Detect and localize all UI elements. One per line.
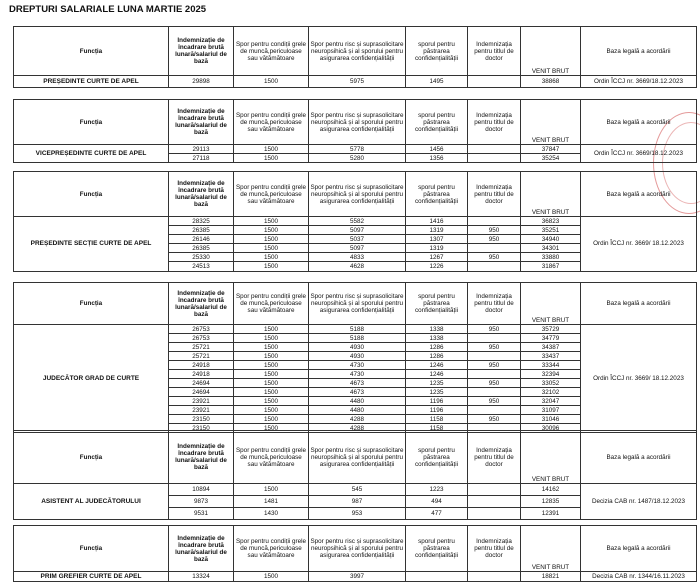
header-venit-brut: VENIT BRUT bbox=[521, 172, 581, 217]
functia-cell: PREȘEDINTE SECȚIE CURTE DE APEL bbox=[14, 217, 169, 272]
salary-table bbox=[13, 430, 697, 520]
value-cell: 950 bbox=[468, 235, 521, 244]
header-spor-confidentialitate: sporul pentru păstrarea confidențialității bbox=[406, 283, 468, 325]
header-spor-confidentialitate: sporul pentru păstrarea confidențialității bbox=[406, 27, 468, 76]
value-cell: 29898 bbox=[169, 76, 234, 88]
value-cell: 1500 bbox=[234, 244, 309, 253]
functia-cell: ASISTENT AL JUDECĂTORULUI bbox=[14, 484, 169, 520]
value-cell: 950 bbox=[468, 343, 521, 352]
value-cell: 1356 bbox=[406, 154, 468, 163]
functia-cell: PREȘEDINTE CURTE DE APEL bbox=[14, 76, 169, 88]
header-baza-legala: Baza legală a acordării bbox=[581, 283, 697, 325]
value-cell: 4628 bbox=[309, 262, 406, 271]
table-row bbox=[14, 145, 697, 154]
value-cell: 9873 bbox=[169, 496, 234, 508]
functia-cell: PRIM GREFIER CURTE DE APEL bbox=[14, 572, 169, 582]
header-spor-conditii: Spor pentru condiții grele de muncă,periculoase sau vătămătoare bbox=[234, 526, 309, 572]
value-cell: 953 bbox=[309, 508, 406, 520]
header-indemnizatie-doctor: Indemnizația pentru titlul de doctor bbox=[468, 431, 521, 484]
value-cell: 1226 bbox=[406, 262, 468, 271]
value-cell: 1495 bbox=[406, 76, 468, 88]
value-cell: 23921 bbox=[169, 406, 234, 415]
value-cell: 5582 bbox=[309, 217, 406, 226]
value-cell: 1338 bbox=[406, 325, 468, 334]
value-cell: 1319 bbox=[406, 244, 468, 253]
baza-legala-cell: Ordin ÎCCJ nr. 3669/18.12.2023 bbox=[581, 145, 697, 163]
value-cell: 1500 bbox=[234, 415, 309, 424]
value-cell: 5778 bbox=[309, 145, 406, 154]
value-cell: 1500 bbox=[234, 253, 309, 262]
value-cell: 950 bbox=[468, 226, 521, 235]
value-cell bbox=[468, 334, 521, 343]
value-cell: 36823 bbox=[521, 217, 581, 226]
header-spor-risc: Spor pentru risc și suprasolicitare neuropsihică și al sporului pentru asigurarea confidențialității bbox=[309, 172, 406, 217]
table-row bbox=[14, 76, 697, 88]
value-cell: 1286 bbox=[406, 352, 468, 361]
value-cell: 1500 bbox=[234, 217, 309, 226]
value-cell: 5097 bbox=[309, 226, 406, 235]
value-cell: 25721 bbox=[169, 343, 234, 352]
value-cell: 4480 bbox=[309, 406, 406, 415]
header-indemnizatie: Indemnizație de încadrare brută lunară/salariul de bază bbox=[169, 431, 234, 484]
header-spor-risc: Spor pentru risc și suprasolicitare neuropsihică și al sporului pentru asigurarea confidențialității bbox=[309, 431, 406, 484]
value-cell: 23150 bbox=[169, 424, 234, 433]
salary-table bbox=[13, 525, 697, 582]
value-cell: 1500 bbox=[234, 379, 309, 388]
value-cell: 1500 bbox=[234, 325, 309, 334]
value-cell: 3997 bbox=[309, 572, 406, 582]
value-cell: 1500 bbox=[234, 334, 309, 343]
page-title: DREPTURI SALARIALE LUNA MARTIE 2025 bbox=[9, 4, 207, 15]
header-spor-confidentialitate: sporul pentru păstrarea confidențialității bbox=[406, 526, 468, 572]
value-cell: 1196 bbox=[406, 397, 468, 406]
value-cell: 26385 bbox=[169, 226, 234, 235]
value-cell: 950 bbox=[468, 397, 521, 406]
table-row bbox=[14, 217, 697, 226]
header-spor-risc: Spor pentru risc și suprasolicitare neuropsihică și al sporului pentru asigurarea confidențialității bbox=[309, 27, 406, 76]
baza-legala-cell: Decizia CAB nr. 1344/16.11.2023 bbox=[581, 572, 697, 582]
value-cell: 33344 bbox=[521, 361, 581, 370]
value-cell: 25330 bbox=[169, 253, 234, 262]
header-spor-risc: Spor pentru risc și suprasolicitare neuropsihică și al sporului pentru asigurarea confidențialității bbox=[309, 526, 406, 572]
value-cell: 1500 bbox=[234, 388, 309, 397]
value-cell: 24918 bbox=[169, 370, 234, 379]
value-cell: 35251 bbox=[521, 226, 581, 235]
header-functia: Funcția bbox=[14, 172, 169, 217]
value-cell: 494 bbox=[406, 496, 468, 508]
value-cell: 5097 bbox=[309, 244, 406, 253]
header-functia: Funcția bbox=[14, 283, 169, 325]
header-indemnizatie-doctor: Indemnizația pentru titlul de doctor bbox=[468, 283, 521, 325]
salary-table bbox=[13, 26, 697, 88]
value-cell: 28325 bbox=[169, 217, 234, 226]
header-functia: Funcția bbox=[14, 100, 169, 145]
functia-cell: VICEPREȘEDINTE CURTE DE APEL bbox=[14, 145, 169, 163]
baza-legala-cell: Ordin ÎCCJ nr. 3669/18.12.2023 bbox=[581, 76, 697, 88]
value-cell: 38868 bbox=[521, 76, 581, 88]
header-spor-conditii: Spor pentru condiții grele de muncă,periculoase sau vătămătoare bbox=[234, 283, 309, 325]
value-cell: 31046 bbox=[521, 415, 581, 424]
header-spor-conditii: Spor pentru condiții grele de muncă,periculoase sau vătămătoare bbox=[234, 100, 309, 145]
header-indemnizatie-doctor: Indemnizația pentru titlul de doctor bbox=[468, 100, 521, 145]
table-row bbox=[14, 572, 697, 582]
value-cell: 1500 bbox=[234, 352, 309, 361]
header-venit-brut: VENIT BRUT bbox=[521, 283, 581, 325]
value-cell: 1500 bbox=[234, 361, 309, 370]
value-cell bbox=[468, 370, 521, 379]
value-cell: 24694 bbox=[169, 379, 234, 388]
value-cell: 1456 bbox=[406, 145, 468, 154]
value-cell: 35254 bbox=[521, 154, 581, 163]
value-cell: 5280 bbox=[309, 154, 406, 163]
header-venit-brut: VENIT BRUT bbox=[521, 526, 581, 572]
value-cell: 1246 bbox=[406, 370, 468, 379]
header-indemnizatie: Indemnizație de încadrare brută lunară/salariul de bază bbox=[169, 283, 234, 325]
value-cell: 1500 bbox=[234, 226, 309, 235]
header-indemnizatie-doctor: Indemnizația pentru titlul de doctor bbox=[468, 172, 521, 217]
header-baza-legala: Baza legală a acordării bbox=[581, 27, 697, 76]
value-cell: 35729 bbox=[521, 325, 581, 334]
value-cell: 26146 bbox=[169, 235, 234, 244]
value-cell: 5037 bbox=[309, 235, 406, 244]
value-cell: 4930 bbox=[309, 343, 406, 352]
value-cell: 4730 bbox=[309, 361, 406, 370]
value-cell bbox=[468, 244, 521, 253]
value-cell: 12835 bbox=[521, 496, 581, 508]
value-cell: 33880 bbox=[521, 253, 581, 262]
value-cell: 23150 bbox=[169, 415, 234, 424]
value-cell: 37847 bbox=[521, 145, 581, 154]
value-cell: 30096 bbox=[521, 424, 581, 433]
value-cell: 23921 bbox=[169, 397, 234, 406]
value-cell: 34387 bbox=[521, 343, 581, 352]
value-cell: 1246 bbox=[406, 361, 468, 370]
value-cell: 32047 bbox=[521, 397, 581, 406]
header-baza-legala: Baza legală a acordării bbox=[581, 526, 697, 572]
value-cell: 26385 bbox=[169, 244, 234, 253]
value-cell: 1338 bbox=[406, 334, 468, 343]
value-cell: 33437 bbox=[521, 352, 581, 361]
value-cell: 4288 bbox=[309, 415, 406, 424]
header-functia: Funcția bbox=[14, 431, 169, 484]
header-baza-legala: Baza legală a acordării bbox=[581, 100, 697, 145]
value-cell: 1235 bbox=[406, 379, 468, 388]
value-cell: 33052 bbox=[521, 379, 581, 388]
value-cell: 31097 bbox=[521, 406, 581, 415]
header-venit-brut: VENIT BRUT bbox=[521, 27, 581, 76]
value-cell: 1500 bbox=[234, 484, 309, 496]
value-cell: 950 bbox=[468, 415, 521, 424]
header-indemnizatie: Indemnizație de încadrare brută lunară/salariul de bază bbox=[169, 27, 234, 76]
value-cell bbox=[468, 76, 521, 88]
value-cell: 1416 bbox=[406, 217, 468, 226]
value-cell: 5975 bbox=[309, 76, 406, 88]
value-cell: 950 bbox=[468, 325, 521, 334]
header-spor-conditii: Spor pentru condiții grele de muncă,periculoase sau vătămătoare bbox=[234, 431, 309, 484]
header-venit-brut: VENIT BRUT bbox=[521, 100, 581, 145]
salary-table bbox=[13, 99, 697, 163]
value-cell: 1223 bbox=[406, 484, 468, 496]
value-cell: 1500 bbox=[234, 154, 309, 163]
value-cell bbox=[468, 508, 521, 520]
value-cell bbox=[468, 496, 521, 508]
value-cell bbox=[468, 154, 521, 163]
header-spor-risc: Spor pentru risc și suprasolicitare neuropsihică și al sporului pentru asigurarea confidențialității bbox=[309, 100, 406, 145]
value-cell: 1286 bbox=[406, 343, 468, 352]
value-cell: 5188 bbox=[309, 334, 406, 343]
value-cell: 1481 bbox=[234, 496, 309, 508]
value-cell: 24513 bbox=[169, 262, 234, 271]
value-cell: 34779 bbox=[521, 334, 581, 343]
header-spor-confidentialitate: sporul pentru păstrarea confidențialității bbox=[406, 172, 468, 217]
value-cell bbox=[468, 352, 521, 361]
value-cell bbox=[468, 484, 521, 496]
header-functia: Funcția bbox=[14, 526, 169, 572]
value-cell: 4833 bbox=[309, 253, 406, 262]
value-cell: 477 bbox=[406, 508, 468, 520]
value-cell bbox=[468, 262, 521, 271]
value-cell: 1500 bbox=[234, 76, 309, 88]
value-cell: 24694 bbox=[169, 388, 234, 397]
value-cell: 1500 bbox=[234, 397, 309, 406]
value-cell: 34301 bbox=[521, 244, 581, 253]
value-cell: 1430 bbox=[234, 508, 309, 520]
header-spor-confidentialitate: sporul pentru păstrarea confidențialității bbox=[406, 431, 468, 484]
header-indemnizatie-doctor: Indemnizația pentru titlul de doctor bbox=[468, 27, 521, 76]
header-spor-conditii: Spor pentru condiții grele de muncă,periculoase sau vătămătoare bbox=[234, 172, 309, 217]
functia-cell: JUDECĂTOR GRAD DE CURTE bbox=[14, 325, 169, 433]
value-cell: 4730 bbox=[309, 370, 406, 379]
value-cell: 4288 bbox=[309, 424, 406, 433]
value-cell: 14162 bbox=[521, 484, 581, 496]
value-cell: 1500 bbox=[234, 343, 309, 352]
value-cell: 950 bbox=[468, 379, 521, 388]
salary-table bbox=[13, 282, 697, 433]
value-cell: 1158 bbox=[406, 415, 468, 424]
value-cell: 950 bbox=[468, 361, 521, 370]
value-cell: 12391 bbox=[521, 508, 581, 520]
value-cell: 1267 bbox=[406, 253, 468, 262]
value-cell: 1307 bbox=[406, 235, 468, 244]
value-cell: 1500 bbox=[234, 262, 309, 271]
table-row bbox=[14, 325, 697, 334]
value-cell: 32102 bbox=[521, 388, 581, 397]
value-cell bbox=[468, 217, 521, 226]
value-cell: 1500 bbox=[234, 145, 309, 154]
header-venit-brut: VENIT BRUT bbox=[521, 431, 581, 484]
header-indemnizatie: Indemnizație de încadrare brută lunară/salariul de bază bbox=[169, 100, 234, 145]
value-cell: 31867 bbox=[521, 262, 581, 271]
value-cell: 4480 bbox=[309, 397, 406, 406]
baza-legala-cell: Decizia CAB nr. 1487/18.12.2023 bbox=[581, 484, 697, 520]
value-cell bbox=[468, 572, 521, 582]
header-indemnizatie: Indemnizație de încadrare brută lunară/salariul de bază bbox=[169, 526, 234, 572]
header-spor-risc: Spor pentru risc și suprasolicitare neuropsihică și al sporului pentru asigurarea confidențialității bbox=[309, 283, 406, 325]
header-spor-confidentialitate: sporul pentru păstrarea confidențialității bbox=[406, 100, 468, 145]
value-cell: 987 bbox=[309, 496, 406, 508]
value-cell: 25721 bbox=[169, 352, 234, 361]
value-cell: 32394 bbox=[521, 370, 581, 379]
value-cell: 26753 bbox=[169, 334, 234, 343]
value-cell: 4673 bbox=[309, 388, 406, 397]
value-cell: 1235 bbox=[406, 388, 468, 397]
value-cell: 1158 bbox=[406, 424, 468, 433]
value-cell: 1500 bbox=[234, 406, 309, 415]
salary-table bbox=[13, 171, 697, 272]
header-indemnizatie-doctor: Indemnizația pentru titlul de doctor bbox=[468, 526, 521, 572]
header-indemnizatie: Indemnizație de încadrare brută lunară/salariul de bază bbox=[169, 172, 234, 217]
value-cell: 950 bbox=[468, 253, 521, 262]
value-cell: 1196 bbox=[406, 406, 468, 415]
value-cell: 4930 bbox=[309, 352, 406, 361]
header-functia: Funcția bbox=[14, 27, 169, 76]
value-cell: 24918 bbox=[169, 361, 234, 370]
value-cell bbox=[468, 145, 521, 154]
value-cell bbox=[406, 572, 468, 582]
value-cell: 1500 bbox=[234, 572, 309, 582]
value-cell bbox=[468, 406, 521, 415]
value-cell: 27118 bbox=[169, 154, 234, 163]
table-row bbox=[14, 484, 697, 496]
value-cell: 4673 bbox=[309, 379, 406, 388]
header-baza-legala: Baza legală a acordării bbox=[581, 431, 697, 484]
value-cell: 1500 bbox=[234, 424, 309, 433]
header-baza-legala: Baza legală a acordării bbox=[581, 172, 697, 217]
value-cell: 10894 bbox=[169, 484, 234, 496]
value-cell: 26753 bbox=[169, 325, 234, 334]
value-cell: 1500 bbox=[234, 235, 309, 244]
baza-legala-cell: Ordin ÎCCJ nr. 3669/ 18.12.2023 bbox=[581, 217, 697, 272]
value-cell bbox=[468, 388, 521, 397]
value-cell: 1319 bbox=[406, 226, 468, 235]
value-cell: 13324 bbox=[169, 572, 234, 582]
value-cell: 29113 bbox=[169, 145, 234, 154]
baza-legala-cell: Ordin ÎCCJ nr. 3669/ 18.12.2023 bbox=[581, 325, 697, 433]
header-spor-conditii: Spor pentru condiții grele de muncă,periculoase sau vătămătoare bbox=[234, 27, 309, 76]
value-cell: 18821 bbox=[521, 572, 581, 582]
value-cell: 1500 bbox=[234, 370, 309, 379]
value-cell: 34940 bbox=[521, 235, 581, 244]
value-cell: 9531 bbox=[169, 508, 234, 520]
value-cell: 545 bbox=[309, 484, 406, 496]
value-cell: 5188 bbox=[309, 325, 406, 334]
